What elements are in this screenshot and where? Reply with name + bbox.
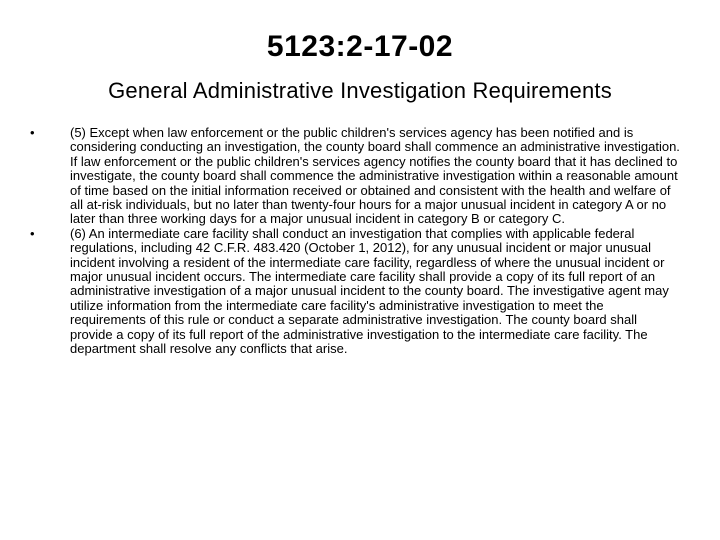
bullet-item-5 [30, 126, 682, 227]
bullet-text: (5) Except when law enforcement or the public children's services agency has been notified and is considering conducting an investigation, the county board shall commence an administrative investigation. If law enforcement or the public children's services agency notifies the county board that it has declined to investigate, the county board shall commence the administrative investigation within a reasonable amount of time based on the initial information received or obtained and consistent with the health and welfare of all at-risk individuals, but no later than twenty-four hours for a major unusual incident in category A or no later than three working days for a major unusual incident in category B or category C. [70, 125, 680, 227]
bullet-marker: • [30, 125, 35, 140]
bullet-item-6 [30, 227, 682, 357]
bullet-list [30, 126, 682, 357]
bullet-marker: • [30, 225, 35, 241]
slide-subtitle: General Administrative Investigation Requirements [108, 78, 612, 103]
slide-title: 5123:2-17-02 [266, 30, 454, 63]
bullet-text: (6) An intermediate care facility shall conduct an investigation that complies with applicable federal regulations, including 42 C.F.R. 483.420 (October 1, 2012), for any unusual incident or major unusual incident involving a resident of the intermediate care facility, regardless of where the unusual incident or major unusual incident occurs. The intermediate care facility shall provide a copy of its full report of an administrative investigation of a major unusual incident to the county board. The investigative agent may utilize information from the intermediate care facility's administrative investigation to meet the requirements of this rule or conduct a separate administrative investigation. The county board shall provide a copy of its full report of the administrative investigation to the intermediate care facility. The department shall resolve any conflicts that arise. [70, 225, 669, 357]
